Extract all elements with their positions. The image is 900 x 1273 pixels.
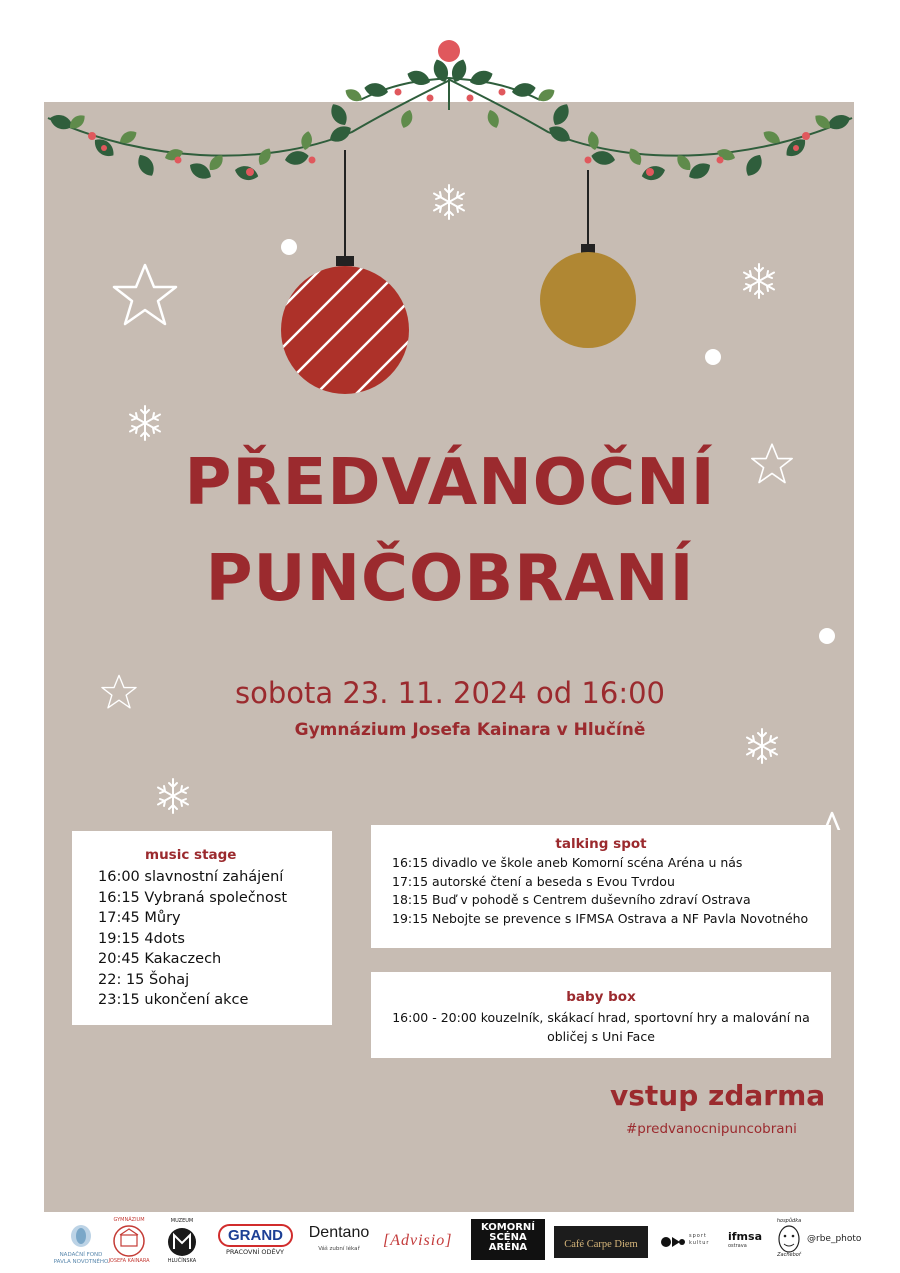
- sport-kultur-icon: [660, 1234, 686, 1250]
- list-item: 19:15 4dots: [98, 930, 185, 947]
- music-stage-card: [72, 831, 332, 1025]
- baby-box-heading: baby box: [566, 989, 636, 1005]
- list-item: 17:15 autorské čtení a beseda s Evou Tvrdou: [392, 873, 675, 889]
- logo-advisio: [Advisio]: [383, 1232, 453, 1249]
- event-date: sobota 23. 11. 2024 od 16:00: [234, 676, 665, 710]
- logo-rbe-photo: @rbe_photo: [807, 1234, 862, 1244]
- logo-sport-kultur: sport kultur: [660, 1234, 724, 1254]
- list-item: 22: 15 Šohaj: [98, 971, 190, 988]
- talking-spot-heading: talking spot: [555, 836, 647, 852]
- gold-bauble-ornament: [540, 170, 636, 348]
- baby-box-text: 16:00 - 20:00 kouzelník, skákací hrad, sportovní hry a malování na obličej s Uni Face: [392, 1010, 810, 1044]
- list-item: 19:15 Nebojte se prevence s IFMSA Ostrava a NF Pavla Novotného: [392, 910, 809, 926]
- berry-top: [438, 40, 460, 62]
- title-line-1: PŘEDVÁNOČNÍ: [184, 446, 716, 520]
- red-bauble-ornament: [235, 150, 440, 440]
- list-item: 18:15 Buď v pohodě s Centrem duševního zdraví Ostrava: [392, 892, 751, 907]
- snowflake-icon: [744, 264, 774, 298]
- logo-muzeum: MUZEUM HLUČÍNSKA: [160, 1220, 204, 1264]
- snowflake-icon: [158, 779, 188, 813]
- drop-icon: [68, 1224, 94, 1248]
- logo-gymnazium: GYMNÁZIUM JOSEFA KAINARA: [106, 1218, 152, 1264]
- talking-spot-card: [371, 825, 831, 948]
- star-icon: [114, 265, 176, 324]
- logo-komorni-scena-arena: KOMORNÍ SCÉNA ARÉNA: [471, 1219, 545, 1260]
- snowflake-icon: [130, 406, 160, 440]
- logo-nadacni-fond: NADAČNÍ FOND PAVLA NOVOTNÉHO: [46, 1224, 116, 1266]
- garland: [48, 57, 853, 183]
- event-venue: Gymnázium Josefa Kainara v Hlučíně: [294, 720, 646, 740]
- list-item: 23:15 ukončení akce: [98, 992, 249, 1008]
- face-drawing-icon: [776, 1224, 802, 1254]
- title-line-2: PUNČOBRANÍ: [205, 542, 695, 616]
- music-stage-heading: music stage: [145, 847, 237, 863]
- free-entry-label: vstup zdarma: [610, 1079, 826, 1112]
- logo-cafe-carpe-diem: Café Carpe Diem: [554, 1226, 648, 1258]
- sponsor-logos: [0, 1212, 900, 1273]
- logo-hospudka: hospůdka Zacheboř: [776, 1218, 802, 1258]
- logo-ifmsa: ifmsa ostrava: [728, 1230, 762, 1249]
- logo-grand: GRAND PRACOVNÍ ODĚVY: [218, 1224, 292, 1256]
- logo-dentano: Dentano Váš zubní lékař: [308, 1224, 370, 1252]
- list-item: 16:15 divadlo ve škole aneb Komorní scéna Aréna u nás: [392, 855, 743, 870]
- list-item: 20:45 Kakaczech: [98, 951, 222, 967]
- list-item: 17:45 Můry: [98, 910, 181, 926]
- list-item: 16:15 Vybraná společnost: [98, 889, 288, 906]
- music-stage-list: [72, 867, 332, 1011]
- list-item: 16:00 slavnostní zahájení: [98, 869, 284, 885]
- event-hashtag[interactable]: #predvanocnipuncobrani: [626, 1121, 797, 1137]
- baby-box-card: [371, 972, 831, 1058]
- snowflake-icon: [434, 185, 464, 219]
- talking-spot-list: [371, 854, 831, 928]
